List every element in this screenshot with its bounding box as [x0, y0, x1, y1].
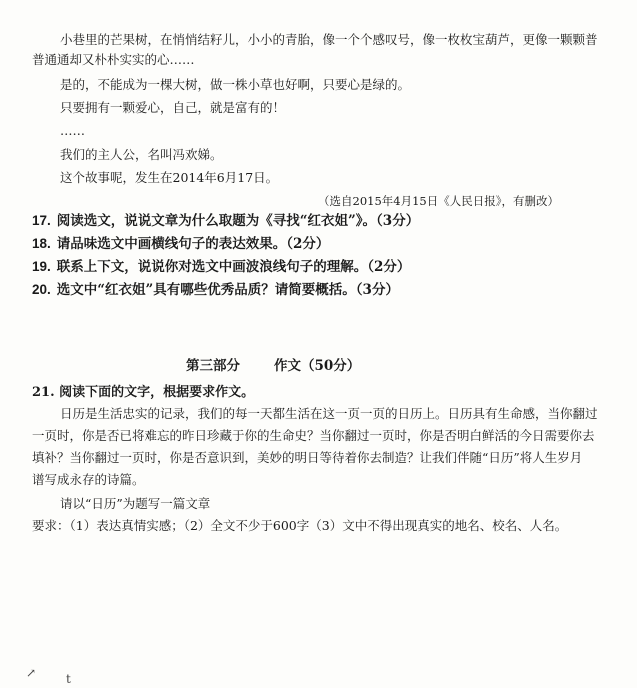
q21-prompt: 请以“日历”为题写一篇文章 [60, 496, 211, 511]
q21-para-line-4: 谱写成永存的诗篇。 [32, 472, 145, 487]
passage-source: （选自2015年4月15日《人民日报》，有删改） [318, 194, 559, 208]
q21-para-line-1: 日历是生活忠实的记录，我们的每一天都生活在这一页一页的日历上。日历具有生命感，当你翻过 [60, 406, 598, 421]
question-21-title: 21. 阅读下面的文字，根据要求作文。 [32, 385, 255, 400]
passage-line-4: 只要拥有一颗爱心，自己，就是富有的！ [60, 100, 286, 115]
question-number: 17. [32, 213, 51, 228]
q21-para-line-2: 一页时，你是否已将难忘的昨日珍藏于你的生命史？当你翻过一页时，你是否明白鲜活的今日需要你去 [32, 428, 595, 443]
corner-mark: ↗ [26, 666, 37, 680]
passage-line-2: 普通通却又朴朴实实的心…… [32, 52, 195, 67]
question-text: 请品味选文中画横线句子的表达效果。（2分） [56, 236, 330, 252]
part3-title: 第三部分 [186, 358, 240, 374]
q21-para-line-3: 填补？当你翻过一页时，你是否意识到，美妙的明日等待着你去制造？让我们伴随“日历”将人生岁月 [32, 450, 583, 465]
passage-line-6: 这个故事呢，发生在2014年6月17日。 [60, 170, 279, 185]
part3-subtitle: 作文（50分） [274, 358, 361, 374]
question-number: 20. [32, 282, 51, 297]
question-17 [32, 212, 419, 230]
question-number: 19. [32, 259, 51, 274]
passage-ellipsis: …… [60, 123, 85, 138]
question-text: 选文中“红衣姐”具有哪些优秀品质？请简要概括。（3分） [56, 282, 399, 298]
question-text: 阅读选文，说说文章为什么取题为《寻找“红衣姐”》。（3分） [56, 213, 420, 229]
passage-line-1: 小巷里的芒果树，在悄悄结籽儿，小小的青胎，像一个个感叹号，像一枚枚宝葫芦，更像一颗颗普 [60, 32, 598, 47]
question-18 [32, 235, 329, 253]
question-number: 18. [32, 236, 51, 251]
question-19 [32, 258, 410, 276]
q21-requirements: 要求：（1）表达真情实感；（2）全文不少于600字（3）文中不得出现真实的地名、校名、人名。 [32, 518, 568, 533]
passage-line-3: 是的，不能成为一棵大树，做一株小草也好啊，只要心是绿的。 [60, 77, 411, 92]
question-20 [32, 281, 399, 299]
scan-mark: t [66, 672, 71, 686]
question-text: 联系上下文，说说你对选文中画波浪线句子的理解。（2分） [56, 259, 411, 275]
passage-line-5: 我们的主人公，名叫冯欢娣。 [60, 147, 223, 162]
